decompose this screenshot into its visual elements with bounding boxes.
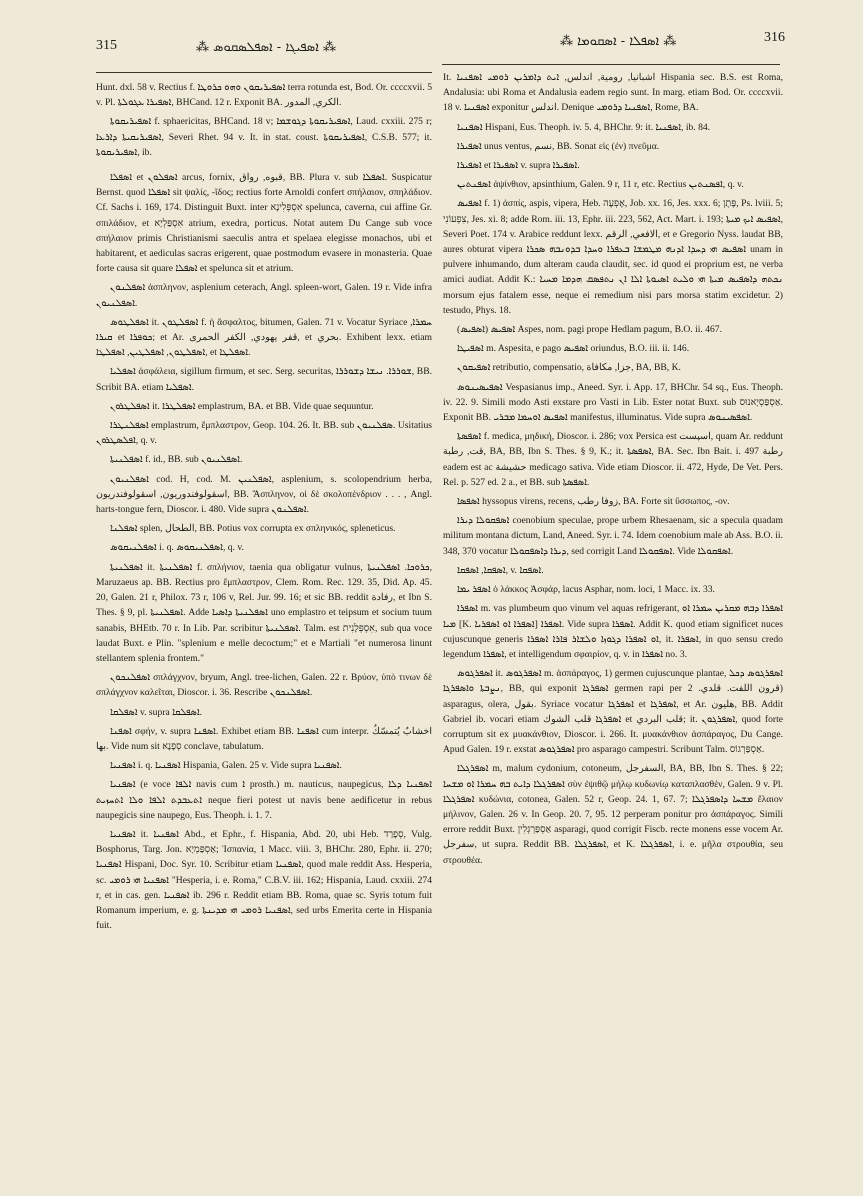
dictionary-entry: ܐܣܦܠܩܐ v. supra ܐܣܦܠܩܐ. <box>110 706 203 718</box>
dictionary-entry: ܐܣܦܠܐ et ܐܣܦܠܘܢ arcus, fornix, قبوه, رواق, BB. Plura v. sub ܐܣܦܠܐ. Suspicatur Bernst. quod ܐܣܦܠܐ sit ψαλίς, -ῖδος; rectius forte Arnoldi confert σπήλαιον, σπηλάδιον. Cf. Sachs i. 169, 174. Distinguit Buxt. inter אִסְפְּלִינָא spelunca, caverna, cui affine Gr. σπιλάδιον, et אִסְפַּלְיָא atrium, exedra, porticus. Notat autem Du Cange sub voce σπήλαιον primis Christianismi saeculis antra et spelaea elegisse monachos, ubi et habitarent, et aediculas sacras erigerent, quae postmodum evasere in monasteria. Quae forte causa sit quare ܐܣܦܠܐ et spelunca sit et atrium. <box>96 172 432 275</box>
dictionary-entry: ܐܣܦܠܢܘܢ ἀσπληνον, asplenium ceterach, Angl. spleen-wort, Galen. 19 r. Vide infra ܐܣܦܠܢܝܘܢ. <box>96 282 432 309</box>
dictionary-entry: ܐܣܦܢܐ σφήν, v. supra ܐܣܦܢܐ. Exhibet etiam BB. ܐܣܦܢܐ cum interpr. اخشابٌ يُتمسّكُ بها. Vide num sit סְפָנָא conclave, tabulatum. <box>96 725 432 752</box>
dictionary-entry: ܐܣܦܝܪܐ et ܐܣܦܝܪܐ v. supra ܐܣܦܝܪܐ. <box>457 160 580 172</box>
dictionary-entry: ܐܣܦܪ ܝܡܐ ὁ λάκκος Ἀσφάρ, lacus Asphar, nom. loci, 1 Macc. ix. 33. <box>457 584 715 596</box>
left-column <box>96 80 432 1180</box>
left-header-rule <box>96 72 432 73</box>
dictionary-entry: ܐܣܦܢܝܐ (e voce ܐܠܦܐ navis cum ܐ prosth.) m. nauticus, naupegicus, ܐܣܦܢܝܐ ܕܠܐ ܐܬܥܒܕܬ ܐܠܦܐ ܘܠܐ ܐܬܚܙܝܬ neque fieri potest ut navis bene aedificetur in rebus naupegicis sine naupego, Eus. Theoph. i. 1. 7. <box>96 779 432 821</box>
dictionary-entry: ܐܣܦܠܢܝܬܐ f. id., BB. sub ܐܣܦܠܢܝܘܢ. <box>110 454 243 466</box>
right-running-head: ⁂ ܐܣܦܠܐ - ܐܣܩܘܡܐ ⁂ <box>560 34 677 49</box>
dictionary-entry: ܐܣܦܩܘܠܐ ܕܝܪܐ coenobium speculae, prope urbem Rhesaenam, sic a specula quadam militum montana dictum, Land, Aneed. Syr. i. 74. Idem coenobium male ab Ass. B.O. ii. 348, 370 vocatur ܕܝܪܐ ܕܐܣܦܩܘܠܐ, sed corrigit Land ܐܣܦܩܘܠܐ. Vide ܐܣܦܩܘܠܐ. <box>443 515 783 557</box>
dictionary-entry: ܐܣܦܠܢܟܘܢ σπλάγχνον, bryum, Angl. tree-lichen, Galen. 22 r. Βρύον, ὑπὸ τινων δὲ σπλάγχνον καλεῖται, Dioscor. i. 36. Rescribe ܐܣܦܠܢܟܘܢ. <box>96 672 432 699</box>
left-running-head: ⁂ ܐܣܦܝܓܐ - ܐܣܦܠܣܩܘܣ ⁂ <box>196 40 337 55</box>
dictionary-entry: ܐܣܦܠܢܝܩܘܣ i. q. ܐܣܦܠܢܝܩܘܣ, q. v. <box>110 542 244 554</box>
dictionary-entry: ܐܣܦܠܛܘܣ it. ܐܣܦܠܛܘܢ f. ἡ ἄσφαλτος, bitumen, Galen. 71 v. Vocatur Syriace ܚܡܪܐ, ܩܝܪܐ et ܟܘܦܪܐ; et Ar. قفر يهودي, الكفر الحمرى, et بحري. Exhibent lexx. etiam ܐܣܦܠܛܘܢ, ܐܣܦܠܛܝܢ, ܐܣܦܠܛܐ, et ܐܣܦܠܛܐ. <box>96 316 432 359</box>
dictionary-entry: Hunt. dxl. 58 v. Rectius f. ܐܣܦܝܪܝܩܘܢ ܘܗܘ ܟܪܘܛܐ terra rotunda est, Bod. Or. ccccxvii. 5 v. Pl. ܐܣܦܝܪܐ ܥܓܘܠܬܐ, BHCand. 12 r. Exponit BA. الكري, المدور. <box>96 82 432 109</box>
dictionary-entry: ܐܣܦܠܝܐ ἀσφάλεια, sigillum firmum, et sec. Serg. securitas, ܫܘܪܪܐ. ܢܝܫܐ ܕܫܘܪܪܐ, BB. Scribit BA. etiam ܐܣܦܠܝܐ. <box>96 366 432 393</box>
left-page-number: 315 <box>96 38 117 53</box>
dictionary-entry: ܐܣܦܪܓܘܣ it. ܐܣܦܪܓܘܣ m. ἀσπάραγος, 1) germen cujuscunque plantae, ܐܣܦܪܓܘܣ ܕܟܠ ܢܨܒܬܐ ܘܐܣܦܪܓܐ, BB, qui exponit ܐܣܦܪܓܐ germen rapi per قرون اللفت. قلدي. 2) asparagus, olera, بقول. Syriace vocatur ܐܣܦܪܓܐ et ܐܣܦܪܓܐ, et Ar. هليون, BB. Addit Gabriel ib. vocari etiam ܐܣܦܪܓܐ قلب الشوك et قلب البردي; it. ܐܣܦܪܓܘܢ, quod forte corruptum sit ex μυακάνθιον, Dioscor. i. 266. It. μυακάνθιον ἀσπάραγος, Du Cange. Apud Galen. 19 r. exstat ܐܣܦܪܓܘܣ pro asparago campestri. Scribunt Talm. אַסְפַּרְגוֹס. <box>443 668 783 756</box>
page-header <box>0 14 863 66</box>
dictionary-entry: ܐܣܦܠܢܐ splen, الطحال, BB. Potius vox corrupta ex σπληνικός, spleneticus. <box>110 523 396 535</box>
dictionary-entry: ܐܣܦܠܢܝܘܢ cod. H, cod. M. ܐܣܦܠܢܝܢ, asplenium, s. scolopendrium herba, اسقولوفندوريون, اسقولوفندريون, BB. Ἄσπληνον, οἱ δὲ σκολοπένδριον . . . , Angl. harts-tongue fern, Dioscor. i. 480. Vide supra ܐܣܦܠܢܘܢ. <box>96 473 432 516</box>
dictionary-entry: ܐܣܦܝܛܐ m. Aspesita, e pago ܐܣܦܝܣ oriundus, B.O. iii. ii. 146. <box>457 343 690 355</box>
dictionary-entry: ܐܣܦܝܣ f. 1) ἀσπίς, aspis, vipera, Heb. אֶפְעֶה, Job. xx. 16, Jes. xxx. 6; פֶּתֶן, Ps. lviii. 5; צִפְעוֹנִי, Jes. xi. 8; adde Rom. iii. 13, Ephr. iii. 223, 562, Act. Mart. i. 193; ܐܣܦܝܣ ܐܝܟ ܡܝܬܐ, Severi Poet. 174 v. Arabice reddunt lexx. الافعي, الرقم, et e Gregorio Nyss. laudat BB, aures obturat vipera ܐܣܦܝܣ ܗܝ ܕܚܕܐ ܐܕܢܗ ܡܛܡܫܐ ܒܥܦܪܐ ܘܚܕܐ ܒܕܘܢܒܗ ܣܟܪܐ unam in pulvere inhumando, dum alteram cauda claudit, sec. id quod ei proprium est, ne verba amici audiat. Addit K.: ܢܟܬܗ ܕܐܣܦܝܣ ܡܝܬܐ ܗܝ ܘܠܝܬ ܐܣܝܘܬܐ ܐܠܐ ܐܢ ܢܬܦܣܩ ܗܕܡܐ ܡܚܝܐ morsum ejus fatalem esse, neque ei remedium nisi pars morsa statim excidetur. 2) testudo, Phys. 18. <box>443 198 783 316</box>
dictionary-entry: ܐܣܦܠܢܝܬܐ it. ܐܣܦܠܢܝܬܐ f. σπλήνιον, taenia qua obligatur vulnus, ܟܪܘܟܐ. ܐܣܦܠܢܝܬܐ, Maruzaeus ap. BB. Rectius pro ἔμπλαστρον, Clem. Rom. Rec. 129. 35, Did. Ap. 45. 20, Galen. 21 r, Philox. 73 r, 106 v, Rel. Jur. 99. 16; et sic BB. reddit رفادة, et Ibn S. Thes. § 9, pl. ܐܣܦܠܢܝܬܐ. Adde ܐܣܦܠܢܝܬܐ ܕܐܣܝܐ uno emplastro et teipsum et socium tuum sanabis, BHEtb. 70 r. In Lib. Par. scribitur ܐܣܦܠܢܝܬܐ. Talm. est אִסְפְּלָנִית, sub qua voce laudat Buxt. e Plin. "splenium e melle decoctum;" et e Martiali "et numerosa linunt stellantem splenia frontem." <box>96 561 432 664</box>
dictionary-entry: ܐܣܦܝܣ (ܐܣܦܝܣ) Aspes, nom. pagi prope Hedlam pagum, B.O. ii. 467. <box>457 324 723 336</box>
dictionary-entry: ܐܣܦܢܝܐ i. q. ܐܣܦܢܝܐ Hispania, Galen. 25 v. Vide supra ܐܣܦܢܝܐ. <box>110 760 342 772</box>
dictionary-entry: ܐܣܦܠܛܪܘܢ it. ܐܣܦܠܛܪܐ emplastrum, BA. et BB. Vide quae sequuntur. <box>110 400 374 412</box>
dictionary-entry: ܐܣܦܢܝܐ Hispani, Eus. Theoph. iv. 5. 4, BHChr. 9: it. ܐܣܦܢܝܐ, ib. 84. <box>457 121 711 133</box>
dictionary-entry: ܐܣܦܢܬܝܢ ἀψίνθιον, apsinthium, Galen. 9 r, 11 r, etc. Rectius ܐܦܣܢܬܝܢ, q. v. <box>457 179 744 191</box>
dictionary-entry: ܐܣܦܩܐ, ܐܣܦܩܐ, v. ܐܣܦܩܐ. <box>457 564 544 576</box>
dictionary-entry: ܐܣܦܣܐ hyssopus virens, recens, زوفا رطب, BA. Forte sit ὕσσωπος, -ον. <box>457 496 730 508</box>
dictionary-entry: ܐܣܦܪܓܠܐ m, malum cydonium, cotoneum, السفرجل, BA, BB, Ibn S. Thes. § 22; ܐܣܦܪܓܠܐ ܕܐܝܬ ܒܗ ܚܡܪܐ ܐܘ ܡܫܚܐ σὺν ἐψιθῷ μήλῳ κυδωνίῳ καταπλασθέν, Galen. 9 v. Pl. ܐܣܦܪܓܠܐ κυδώνια, cotonea, Galen. 52 r, Geop. 24. 1, 67. 7; ܡܫܚܐ ܕܐܣܦܪܓܠܐ ἔλαιον μήλινον, Galen. 26 v. In Geop. 20. 7, 95. 12 perperam ponitur pro ἀσπάραγος. Simili errore reddit Buxt. אַסְפַּרְגְּלִין asparagi, quod corrigit Fiscb. recte monens esse vocem Ar. سفرجل, ut supra. Reddit BB. ܐܣܦܪܓܠܐ, et K. ܐܣܦܪܓܠܐ, i. e. μῆλα στρουθία, seu στρουθέα. <box>443 763 783 866</box>
dictionary-entry: ܐܣܦܝܪܐ unus ventus, نسم, BB. Sonat εἰς (ἐν) πνεῦμα. <box>457 140 660 152</box>
right-page-number: 316 <box>764 30 785 45</box>
dictionary-entry: ܐܣܦܠܢܛܪܐ emplastrum, ἔμπλαστρον, Geop. 104. 26. It. BB. sub ܣܦܠܢܝܘܢ. Usitatius ܐܦܠܣܛܪܘܢ, q. v. <box>96 420 432 447</box>
dictionary-entry: It. اشبانيا, رومية, اندلس, ܐܝܬ ܕܐܡܪܝܢ ܪܘܡܝ ܐܣܦܢܝܐ Hispania sec. B.S. est Roma, Andalusia: ubi Roma et Andalusia eadem regio sunt. In marg. etiam Bod. Or. ccccxvii. 18 v. ܐܣܦܢܝܐ exponitur اندلس. Denique ܐܣܦܢܝܐ ܕܪܘܡܝ, Rome, BA. <box>443 72 783 114</box>
dictionary-entry: ܐܣܦܢܝܐ it. ܐܣܦܢܝܐ Abd., et Ephr., f. Hispania, Abd. 20, ubi Heb. סְפָרַד, Vulg. Bosphorus, Targ. Jon. אַסְפַּמְיָא; Ἱσπανία, 1 Macc. viii. 3, BHChr. 280, Ephr. ii. 270; ܐܣܦܢܝܐ Hispani, Doc. Syr. 10. Scribitur etiam ܐܣܦܢܝܐ, quod male reddit Ass. Hesperia, sc. ܐܣܦܢܝܐ ܗܝ ܪܘܡܝ "Hesperia, i. e. Roma," C.B.V. iii. 162; Hispania, Laud. cxxiii. 274 r, et in cas. gen. ܐܣܦܢܝܐ ib. 296 r. Reddit etiam BB. Roma, quae sc. Syris totum fuit Romanum imperium, e. g. ܐܣܦܢܝܐ ܪܘܡܝ ܗܝ ܡܕܝܢܬܐ, sed urbs Emerita certe in Hispania fuit. <box>96 828 432 932</box>
right-column <box>443 70 783 1170</box>
dictionary-entry: ܐܣܦܝܣܝܢܘܣ Vespasianus imp., Aneed. Syr. i. App. 17, BHChr. 54 sq., Eus. Theoph. iv. 22. 9. Simili modo Asti exstare pro Vasti in Lib. Ester notat Buxt. sub אַסְפַּסְיָאנוּס. Exponit BB. ܐܣܦܝܣ ܐܘܚܡܐ ܡܒܪܝ manifestus, illuminatus. Vide supra ܐܣܦܣܝܢܘܣ. <box>443 381 783 424</box>
dictionary-entry: ܐܣܦܝܩܘܢ retributio, compensatio, جزا, مكافاة, BA, BB, K. <box>457 362 681 374</box>
dictionary-entry: ܐܣܦܝܪܝܩܘܬܐ f. sphaericitas, BHCand. 18 v; ܐܣܦܝܪܝܩܘܬܐ ܕܓܘܫܡܐ, Laud. cxxiii. 275 r; ܐܣܦܝܪܝܩܝܬܐ ܕܐܪܥܐ, Severi Rhet. 94 v. It. in stat. coust. ܐܣܦܝܪܝܩܘܬܐ, C.S.B. 577; it. ܐܣܦܝܪܝܩܘܬܐ, ib. <box>96 116 432 158</box>
dictionary-entry: ܐܣܦܣܬܐ f. medica, μηδική, Dioscor. i. 286; vox Persica est اسپست, quam Ar. reddunt قت, رطبة, BA, BB, Ibn S. Thes. § 9, K.; it. ܐܣܦܣܬܐ, BA. Sec. Ibn Bait. i. 497 رطبة eadem est ac حشيشة medicago sativa. Vide etiam Dioscor. ii. 472, Hyde, De Vet. Pers. Rel. p. 527 ed. 2 a., et BB. sub ܐܣܦܣܬܐ. <box>443 431 783 488</box>
right-header-rule <box>442 64 780 65</box>
dictionary-entry: ܐܣܦܪܐ m. vas plumbeum quo vinum vel aquas refrigerant, ܐܣܦܪܐ ܕܒܗ ܡܩܪܝܢ ܚܡܪܐ ܐܘ ܡܝܐ [K. ܐܣܦܪܐ ܐܘ ܐܣܦܪܝܐ] ܐܣܦܪܐ. Vide supra ܐܣܦܪܐ. Addit K. quod etiam significet nuces cujuscunque generis ܐܘ ܐܣܦܪܐ ܕܓܘܙܐ ܘܠܫܐܪ ܦܐܪܐ ܐܣܦܪܐ, it. ܐܣܦܪܐ, in quo sensu credo legendum ܐܣܦܪܐ, et intelligendum σφαιρίον, q. v. in ܐܣܦܪܐ no. 3. <box>443 603 783 660</box>
